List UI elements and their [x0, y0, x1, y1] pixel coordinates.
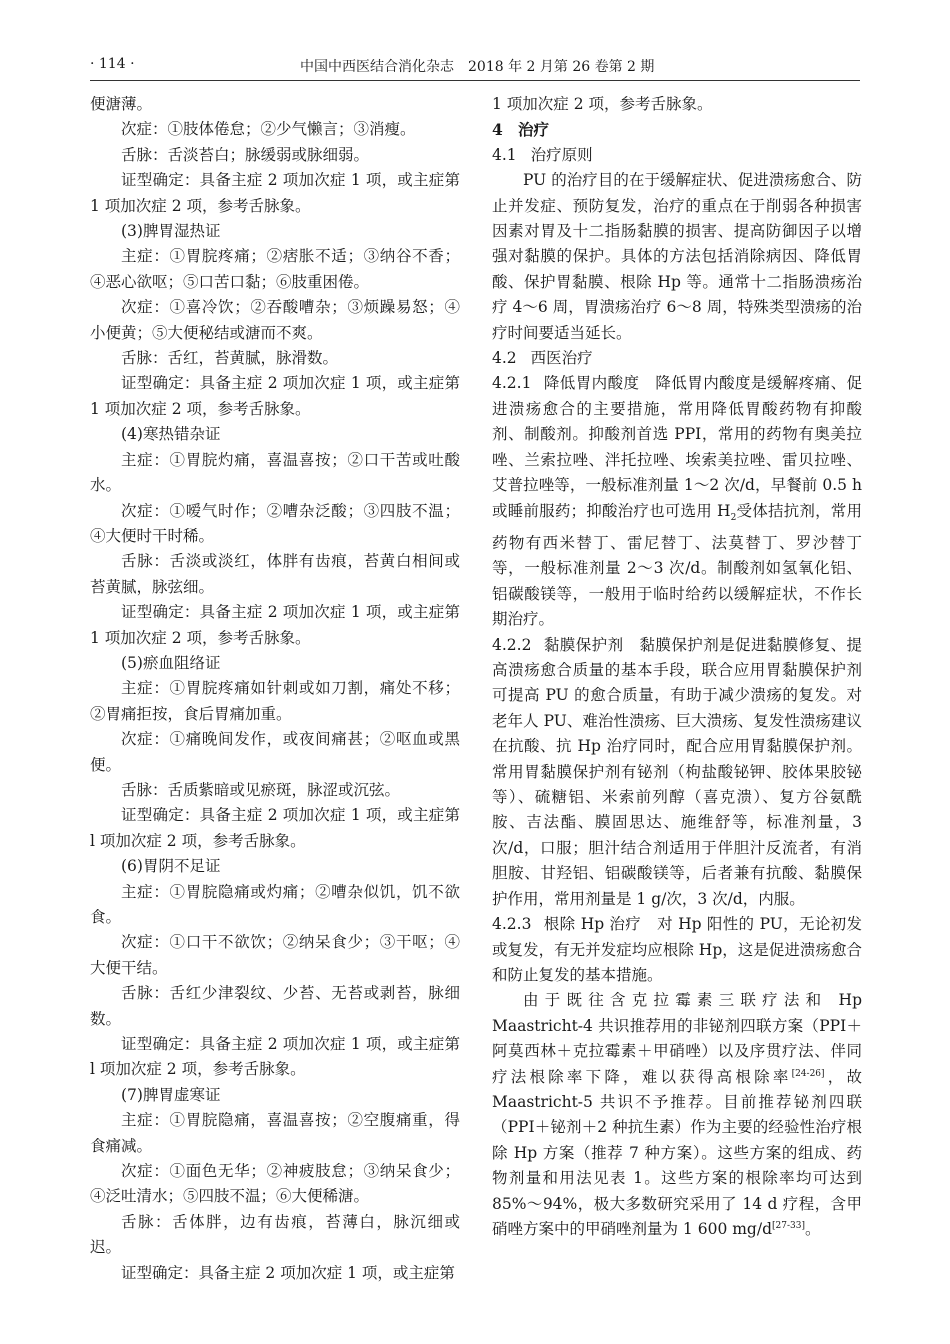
left-paragraph: 证型确定：具备主症 2 项加次症 1 项，或主症第 [121, 1263, 455, 1282]
left-paragraph: 主症：①胃脘灼痛，喜温喜按；②口干苦或吐酸水。 [90, 450, 460, 495]
left-paragraph: 主症：①胃脘隐痛，喜温喜按；②空腹痛重，得食痛减。 [90, 1111, 460, 1155]
left-paragraph: 主症：①胃脘疼痛如针刺或如刀割，痛处不移；②胃痛拒按，食后胃痛加重。 [90, 679, 460, 723]
paragraph-mucosal-protection: 4.2.2 黏膜保护剂 黏膜保护剂是促进黏膜修复、提高溃疡愈合质量的基本手段，联合应用胃黏膜保护剂可提高 PU 的愈合质量，有助于减少溃疡的复发。对老年人 PU、难治性溃疡、巨大溃疡、复发性溃疡建议在抗酸、抗 Hp 治疗同时，配合应用胃黏膜保护剂。常用胃黏膜保护剂有铋剂（枸盐酸铋钾、胶体果胶铋等）、硫糖铝、米索前列醇（喜克溃）、复方谷氨酰胺、吉法酯、膜固思达、施维舒等，标准剂量，3 次/d，口服；胆汁结合剂适用于伴胆汁反流者，有消胆胺、甘羟铝、铝碳酸镁等，后者兼有抗酸、黏膜保护作用，常用剂量是 1 g/次，3 次/d，内服。 [492, 635, 862, 908]
left-paragraph: 舌脉：舌淡或淡红，体胖有齿痕，苔黄白相间或苔黄腻，脉弦细。 [90, 552, 460, 596]
header-rule [90, 80, 860, 81]
left-column [90, 92, 460, 1286]
left-paragraph: 舌脉：舌体胖，边有齿痕，苔薄白，脉沉细或迟。 [90, 1212, 460, 1257]
running-header [90, 56, 860, 78]
right-column [492, 92, 862, 1242]
paragraph-hp-eradication: 4.2.3 根除 Hp 治疗 对 Hp 阳性的 PU，无论初发或复发，有无并发症均应根除 Hp，这是促进溃疡愈合和防止复发的基本措施。 [492, 915, 862, 984]
paragraph-principles: PU 的治疗目的在于缓解症状、促进溃疡愈合、防止并发症、预防复发，治疗的重点在于削弱各种损害因素对胃及十二指肠黏膜的损害、提高防御因子以增强对黏膜的保护。具体的方法包括消除病因、降低胃酸、保护胃黏膜、根除 Hp 等。通常十二指肠溃疡治疗 4～6 周，胃溃疡治疗 6～8 周，特殊类型溃疡的治疗时间要适当延长。 [492, 171, 862, 342]
left-paragraph: 次症：①面色无华；②神疲肢怠；③纳呆食少；④泛吐清水；⑤四肢不温；⑥大便稀溏。 [90, 1162, 460, 1206]
left-paragraph: (6)胃阴不足证 [121, 857, 221, 876]
left-paragraph: (4)寒热错杂证 [121, 425, 221, 444]
section-heading-treatment: 4 治疗 [492, 120, 550, 140]
left-paragraph: 证型确定：具备主症 2 项加次症 1 项，或主症第 l 项加次症 2 项，参考舌脉象。 [90, 1035, 460, 1079]
page-number: · 114 · [90, 56, 135, 72]
left-paragraph: 舌脉：舌质紫暗或见瘀斑，脉涩或沉弦。 [121, 780, 401, 799]
left-paragraph: 次症：①喜冷饮；②吞酸嘈杂；③烦躁易怒；④小便黄；⑤大便秘结或溏而不爽。 [90, 298, 460, 342]
paragraph-maastricht: 由于既往含克拉霉素三联疗法和 Hp Maastricht-4 共识推荐用的非铋剂四联方案（PPI＋阿莫西林＋克拉霉素＋甲硝唑）以及序贯疗法、伴同疗法根除率下降，难以获得高根除率[24-26]，故 Maastricht-5 共识不予推荐。目前推荐铋剂四联（PPI＋铋剂＋2 种抗生素）作为主要的经验性治疗根除 Hp 方案（推荐 7 种方案）。这些方案的组成、药物剂量和用法见表 1。这些方案的根除率均可达到 85%～94%，极大多数研究采用了 14 d 疗程，含甲硝唑方案中的甲硝唑剂量为 1 600 mg/d[27-33]。 [492, 991, 862, 1238]
left-paragraph: 证型确定：具备主症 2 项加次症 1 项，或主症第 1 项加次症 2 项，参考舌脉象。 [90, 171, 460, 215]
left-paragraph: 证型确定：具备主症 2 项加次症 1 项，或主症第 1 项加次症 2 项，参考舌脉象。 [90, 374, 460, 418]
journal-title: 中国中西医结合消化杂志 2018 年 2 月第 26 卷第 2 期 [300, 59, 655, 75]
paragraph-acid-reduction: 4.2.1 降低胃内酸度 降低胃内酸度是缓解疼痛、促进溃疡愈合的主要措施，常用降低胃酸药物有抑酸剂、制酸剂。抑酸剂首选 PPI，常用的药物有奥美拉唑、兰索拉唑、泮托拉唑、埃索美拉唑、雷贝拉唑、艾普拉唑等，一般标准剂量 1～2 次/d，早餐前 0.5 h 或睡前服药；抑酸治疗也可选用 $H_2$受体拮抗剂，常用药物有西米替丁、雷尼替丁、法莫替丁、罗沙替丁等，一般标准剂量 2～3 次/d。制酸剂如氢氧化铝、铝碳酸镁等，一般用于临时给药以缓解症状，不作长期治疗。 [492, 374, 862, 629]
left-paragraph: 便溏薄。 [90, 95, 153, 113]
left-paragraph: (3)脾胃湿热证 [121, 222, 221, 241]
left-paragraph: 次症：①肢体倦怠；②少气懒言；③消瘦。 [121, 120, 416, 139]
left-paragraph: 主症：①胃脘隐痛或灼痛；②嘈杂似饥，饥不欲食。 [90, 882, 460, 926]
left-paragraph: 次症：①嗳气时作；②嘈杂泛酸；③四肢不温；④大便时干时稀。 [90, 501, 460, 545]
continuation-line: 1 项加次症 2 项，参考舌脉象。 [492, 95, 713, 113]
subsection-heading-western: 4.2 西医治疗 [492, 349, 593, 368]
left-paragraph: 次症：①痛晚间发作，或夜间痛甚；②呕血或黑便。 [90, 730, 460, 774]
left-paragraph: 证型确定：具备主症 2 项加次症 1 项，或主症第 l 项加次症 2 项，参考舌脉象。 [90, 806, 460, 850]
left-paragraph: (7)脾胃虚寒证 [121, 1085, 221, 1104]
left-paragraph: 舌脉：舌淡苔白；脉缓弱或脉细弱。 [121, 145, 370, 164]
subsection-heading-principles: 4.1 治疗原则 [492, 145, 593, 164]
left-paragraph: (5)瘀血阻络证 [121, 653, 221, 672]
citation: [24-26] [791, 1068, 825, 1079]
left-paragraph: 次症：①口干不欲饮；②纳呆食少；③干呕；④大便干结。 [90, 933, 460, 977]
left-paragraph: 证型确定：具备主症 2 项加次症 1 项，或主症第 1 项加次症 2 项，参考舌脉象。 [90, 603, 460, 647]
left-paragraph: 舌脉：舌红，苔黄腻，脉滑数。 [121, 349, 339, 368]
left-paragraph: 舌脉：舌红少津裂纹、少苔、无苔或剥苔，脉细数。 [90, 984, 460, 1028]
citation: [27-33] [772, 1220, 805, 1231]
left-paragraph: 主症：①胃脘疼痛；②痞胀不适；③纳谷不香；④恶心欲呕；⑤口苦口黏；⑥肢重困倦。 [90, 247, 460, 291]
